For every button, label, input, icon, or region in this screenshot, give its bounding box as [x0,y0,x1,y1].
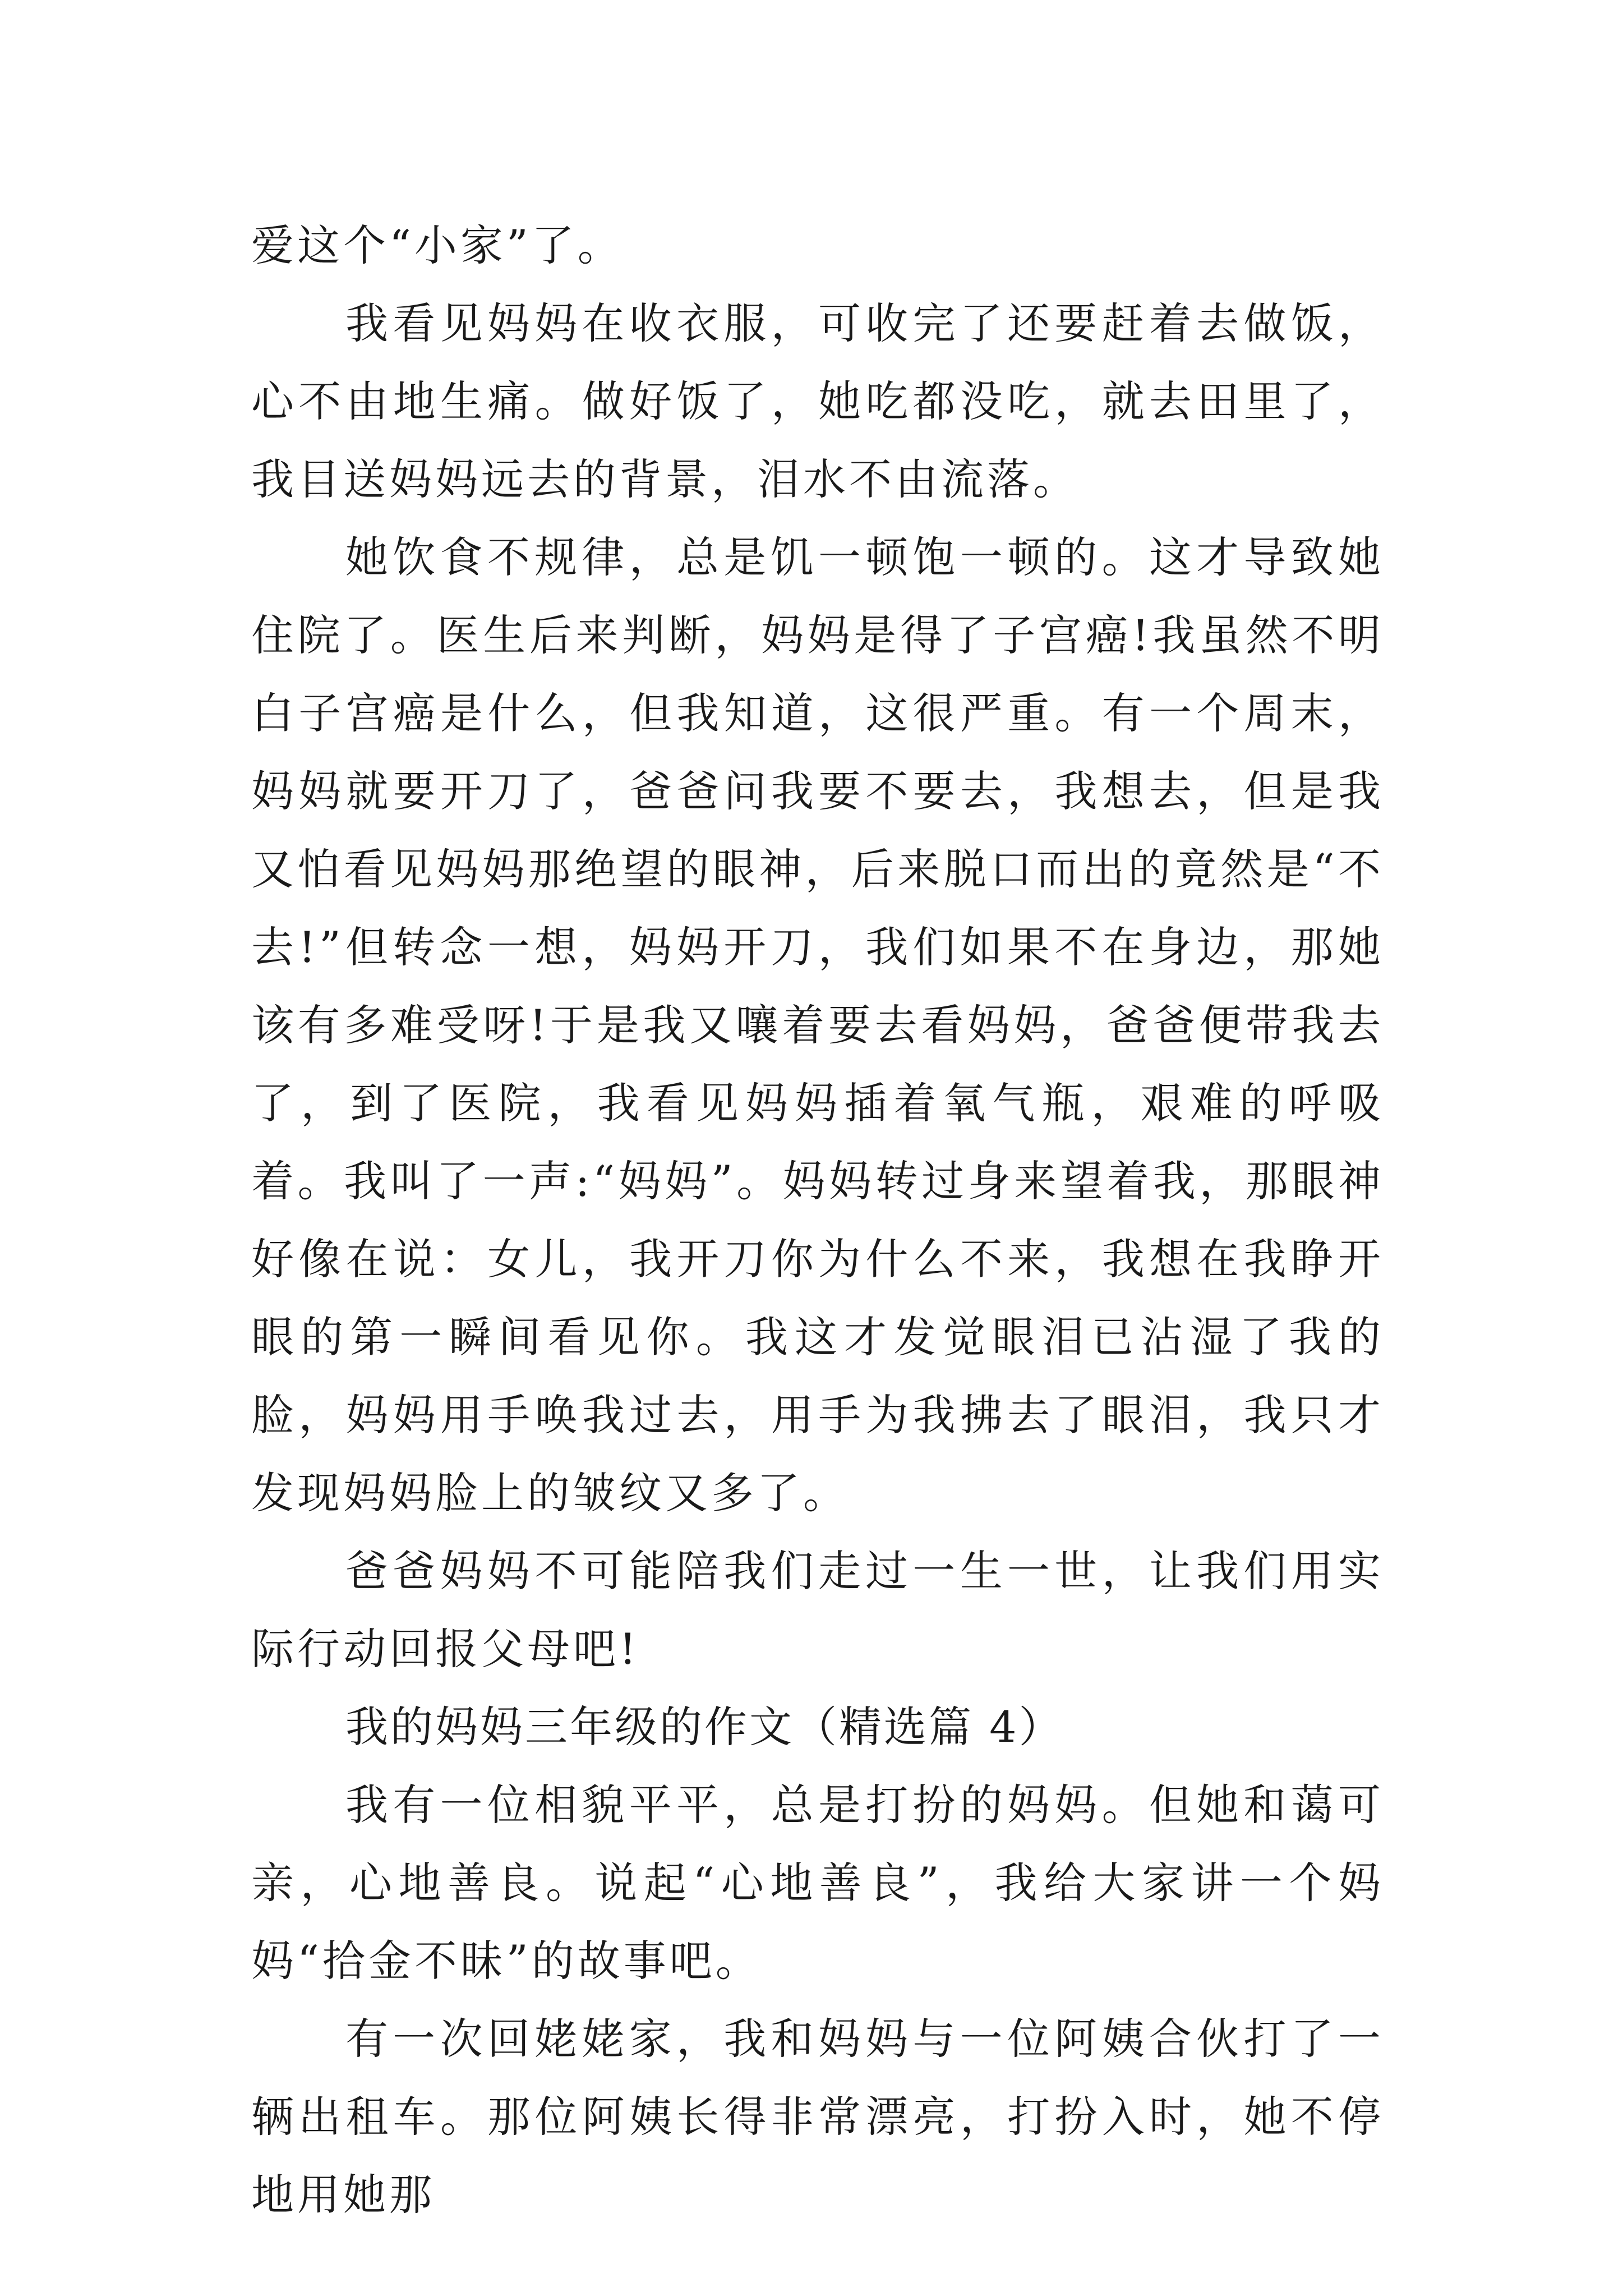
paragraph-intro-mother: 我有一位相貌平平，总是打扮的妈妈。但她和蔼可亲，心地善良。说起“心地善良”，我给大家讲一个妈妈“拾金不昧”的故事吧。 [251,1780,1384,1986]
paragraph-continuation: 爱这个“小家”了。 [251,220,624,270]
paragraph-mother-laundry: 我看见妈妈在收衣服，可收完了还要赶着去做饭，心不由地生痛。做好饭了，她吃都没吃，就去田里了，我目送妈妈远去的背景，泪水不由流落。 [251,298,1384,504]
paragraph-mother-hospital: 她饮食不规律，总是饥一顿饱一顿的。这才导致她住院了。医生后来判断，妈妈是得了子宫癌!我虽然不明白子宫癌是什么，但我知道，这很严重。有一个周末，妈妈就要开刀了，爸爸问我要不要去，我想去，但是我又怕看见妈妈那绝望的眼神，后来脱口而出的竟然是“不去!”但转念一想，妈妈开刀，我们如果不在身边，那她该有多难受呀!于是我又嚷着要去看妈妈，爸爸便带我去了，到了医院，我看见妈妈插着氧气瓶，艰难的呼吸着。我叫了一声:“妈妈”。妈妈转过身来望着我，那眼神好像在说：女儿，我开刀你为什么不来，我想在我睁开眼的第一瞬间看见你。我这才发觉眼泪已沾湿了我的脸，妈妈用手唤我过去，用手为我拂去了眼泪，我只才发现妈妈脸上的皱纹又多了。 [251,532,1384,1518]
section-heading: 我的妈妈三年级的作文（精选篇 4） [345,1702,1064,1752]
paragraph-taxi-story: 有一次回姥姥家，我和妈妈与一位阿姨合伙打了一辆出租车。那位阿姨长得非常漂亮，打扮入时，她不停地用她那 [251,2014,1384,2220]
document-body [251,206,1384,2234]
paragraph-conclusion: 爸爸妈妈不可能陪我们走过一生一世，让我们用实际行动回报父母吧! [251,1546,1384,1674]
